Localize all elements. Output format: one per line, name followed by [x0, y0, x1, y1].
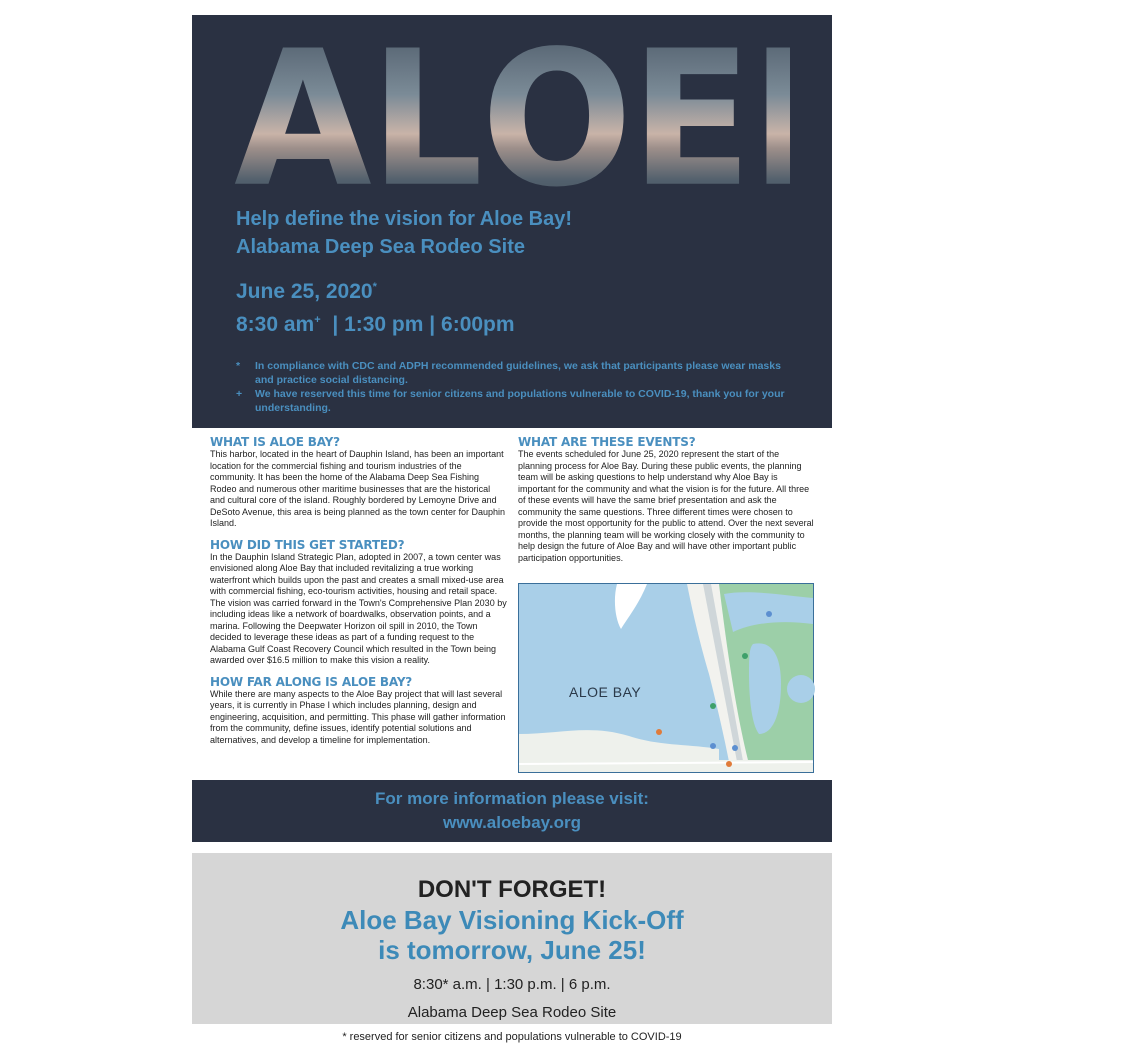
- reminder-panel: [192, 853, 832, 1043]
- event-date: [236, 273, 796, 339]
- tagline-1: Help define the vision for Aloe Bay!: [236, 208, 572, 230]
- aloe-bay-map: [518, 583, 814, 773]
- hero-text: [236, 205, 796, 415]
- title-letter: L: [369, 10, 482, 228]
- footnote-text: We have reserved this time for senior citizens and populations vulnerable to COVID-19, thank you for your understanding.: [255, 388, 785, 414]
- map-pin: [656, 729, 662, 735]
- footnote: [236, 359, 796, 387]
- title-letter: B: [750, 10, 884, 228]
- map-pond: [787, 675, 815, 703]
- section-body-events: The events scheduled for June 25, 2020 represent the start of the planning process for Aloe Bay. During these public events, the planning team will be asking questions to help understand why Aloe Bay is important for the community and what the vision is for the future. All three of these events will have the same brief presentation and ask the community the same questions. Three different times were chosen to provide the most opportunity for the public to attend. Over the next several months, the planning team will be working closely with the community to help design the future of Aloe Bay and will have other important public participation opportunities.: [518, 449, 814, 563]
- title-letter: A: [234, 10, 370, 228]
- time-2: 1:30 pm: [344, 313, 424, 336]
- reminder-heading: DON'T FORGET!: [417, 876, 607, 903]
- time-separator: |: [332, 313, 339, 336]
- map-pin: [732, 745, 738, 751]
- map-pin: [710, 743, 716, 749]
- reminder-note: * reserved for senior citizens and populations vulnerable to COVID-19: [342, 1031, 682, 1043]
- reminder-subheading-2: is tomorrow, June 25!: [378, 935, 646, 965]
- section-body-how-started: In the Dauphin Island Strategic Plan, adopted in 2007, a town center was envisioned along Aloe Bay that included revitalizing a true working waterfront which builds upon the past and creates a small mixed-use area with commercial fishing, eco-tourism activities, housing and retail space. The vision was carried forward in the Town's Comprehensive Plan 2030 by including ideas like a network of boardwalks, observation points, and a marina. Following the Deepwater Horizon oil spill in 2010, the Town decided to leverage these ideas as part of a funding request to the Alabama Gulf Coast Recovery Council which resulted in the Town being awarded over $16.5 million to make this vision a reality.: [210, 551, 507, 665]
- section-heading-how-started: HOW DID THIS GET STARTED?: [210, 537, 405, 552]
- flyer: [192, 10, 1146, 842]
- section-body-what-is: This harbor, located in the heart of Dauphin Island, has been an important location for the commercial fishing and tourism industries of the community. It has been the home of the Alabama Deep Sea Fishing Rodeo and numerous other maritime businesses that are the historical and cultural core of the island. Roughly bordered by Lemoyne Drive and DeSoto Avenue, this area is being planned as the town center for Dauphin Island.: [210, 449, 506, 528]
- tagline-2: Alabama Deep Sea Rodeo Site: [236, 236, 525, 258]
- title-letter: E: [630, 10, 751, 228]
- title-letter: Y: [1019, 10, 1146, 228]
- map-label: ALOE BAY: [569, 684, 642, 700]
- footnote-text: In compliance with CDC and ADPH recommended guidelines, we ask that participants please wear masks and practice social distancing.: [255, 360, 781, 386]
- time-1: 8:30 am: [236, 313, 315, 336]
- footnote-mark: +: [236, 388, 243, 400]
- time-separator: |: [429, 313, 436, 336]
- footnote: [236, 387, 796, 415]
- section-heading-events: WHAT ARE THESE EVENTS?: [518, 435, 696, 449]
- section-heading-how-far: HOW FAR ALONG IS ALOE BAY?: [210, 674, 413, 689]
- section-body-how-far: While there are many aspects to the Aloe Bay project that will last several years, it is currently in Phase I which includes planning, design and engineering, acquisition, and permitting. This phase will gather information from the community, define issues, identify potential solutions and alternatives, and develop a timeline for implementation.: [210, 688, 506, 745]
- reminder-subheading-1: Aloe Bay Visioning Kick-Off: [340, 905, 684, 935]
- map-pin: [726, 761, 732, 767]
- right-column: [518, 436, 815, 573]
- info-line: For more information please visit:: [375, 789, 649, 808]
- map-pin: [710, 703, 716, 709]
- info-columns: [192, 428, 832, 780]
- left-column: [210, 436, 507, 755]
- title-letter: A: [883, 10, 1020, 228]
- map-pin: [742, 653, 748, 659]
- section-heading-what-is: WHAT IS ALOE BAY?: [210, 435, 340, 449]
- title-letter: O: [481, 10, 631, 228]
- map-pin: [766, 611, 772, 617]
- time-footnote-mark: +: [314, 314, 321, 326]
- hero-banner: [192, 10, 1146, 428]
- footnote-mark: *: [236, 360, 241, 372]
- map-graphic: [519, 584, 813, 772]
- footnotes: [236, 359, 796, 415]
- time-3: 6:00pm: [441, 313, 515, 336]
- reminder-location: Alabama Deep Sea Rodeo Site: [407, 1004, 617, 1021]
- website-link[interactable]: www.aloebay.org: [443, 813, 581, 832]
- reminder-times: 8:30* a.m. | 1:30 p.m. | 6 p.m.: [413, 976, 611, 993]
- info-bar: [192, 780, 832, 842]
- date-footnote-mark: *: [372, 281, 377, 293]
- event-date-text: June 25, 2020: [236, 280, 373, 303]
- title-letters: [234, 10, 1146, 228]
